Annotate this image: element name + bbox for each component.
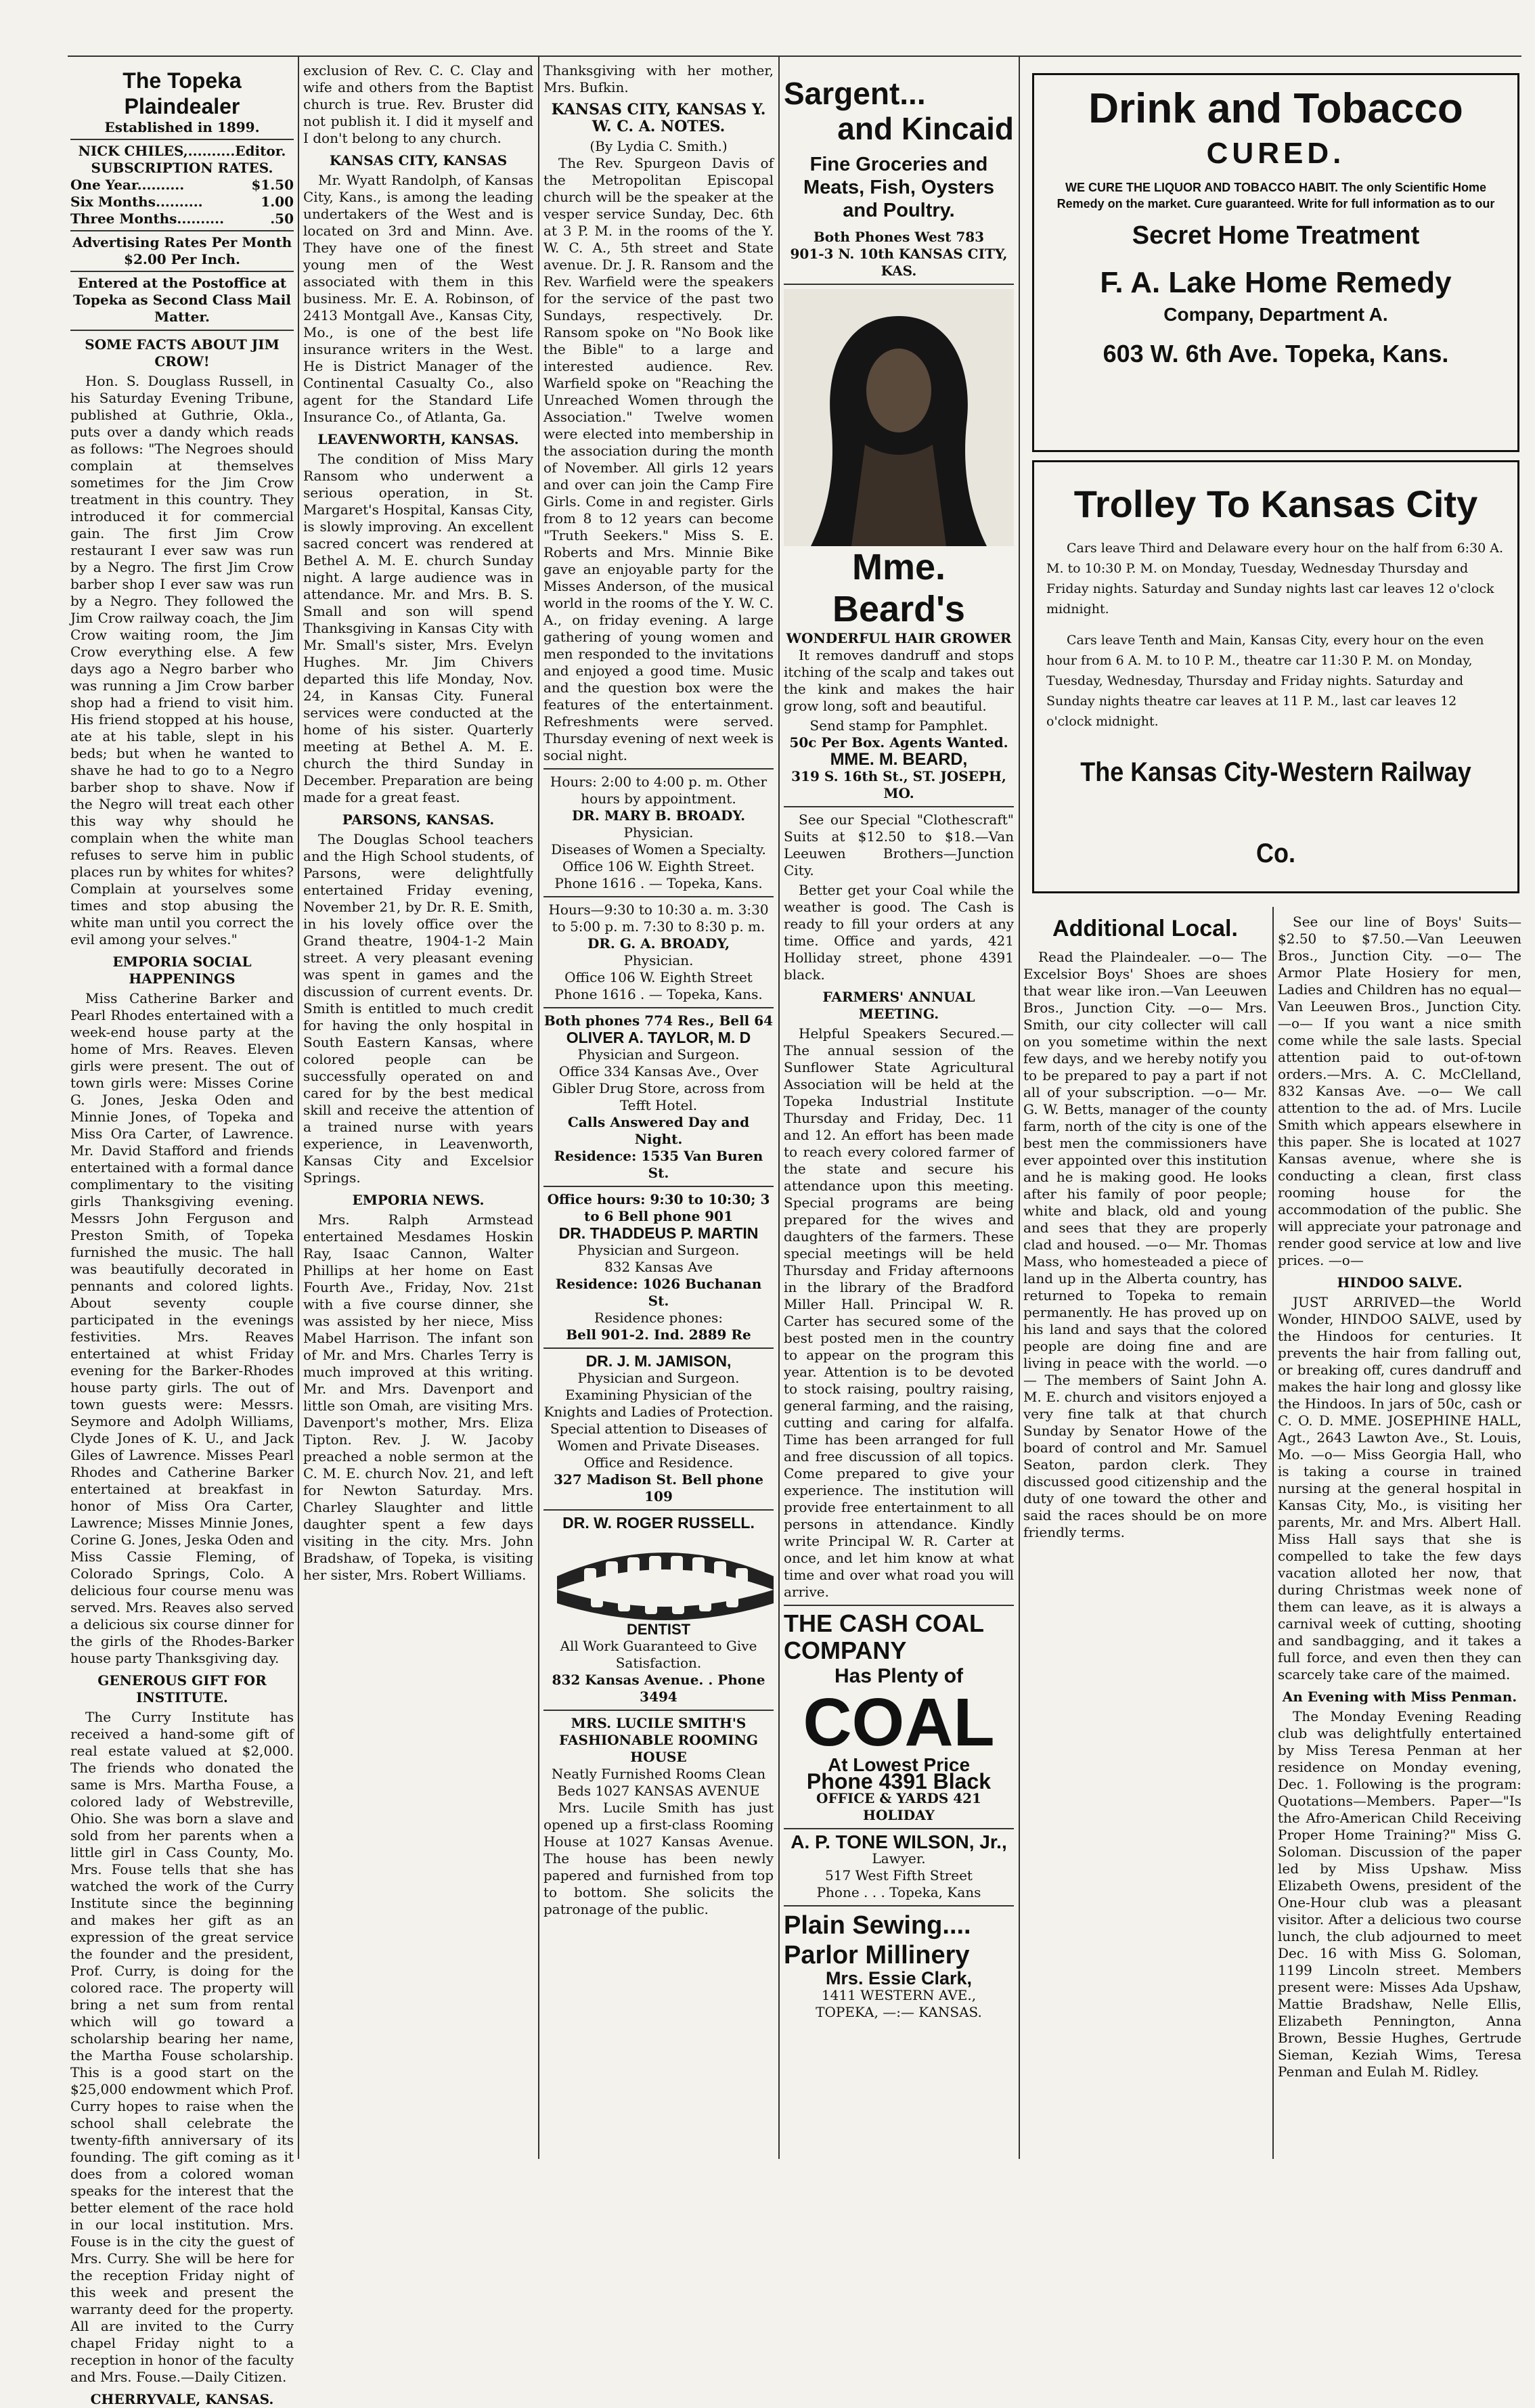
railway-name: The Kansas City-Western Railway Co. <box>1080 757 1471 868</box>
rates-divider <box>70 230 294 231</box>
cash-coal-office: OFFICE & YARDS 421 HOLIDAY <box>816 1790 981 1823</box>
ad-divider <box>543 1186 774 1187</box>
jamison-address: 327 Madison St. Bell phone 109 <box>553 1471 764 1504</box>
hindoo-salve-headline: HINDOO SALVE. <box>1337 1274 1463 1291</box>
broady2-role: Physician. <box>623 952 694 968</box>
cash-coal-title: THE CASH COAL <box>784 1609 984 1637</box>
broady2-phone: Phone 1616 . — Topeka, Kans. <box>554 986 763 1002</box>
rate-price: .50 <box>270 210 294 227</box>
ad-divider <box>784 284 1014 285</box>
col3-intro: Thanksgiving with her mother, Mrs. Bufkin. <box>543 62 774 95</box>
advertising-rates: Advertising Rates Per Month $2.00 Per Inch. <box>72 234 292 267</box>
cash-coal-phone: Phone 4391 Black <box>806 1769 992 1793</box>
broady2-office: Office 106 W. Eighth Street <box>564 969 753 985</box>
hindoo-salve-article: JUST ARRIVED—the World Wonder, HINDOO SALVE, used by the Hindoos for centuries. It prevents the hair from falling out, or breaking off, cures dandruff and makes the hair long and glossy like the Hindoos. In jars of 50c, cash or C. O. D. MME. JOSEPHINE HALL, Agt., 2643 Lawton Ave., St. Louis, Mo. —o— Miss Georgia Hall, who is taking a course in trained nursing at the general hospital in Kansas City, Mo., is visiting her parents, Mr. and Mrs. Albert Hall. Miss Hall says that she is compelled to take the few days vacation alloted her now, that during Christmas week none of them can leave, as it is always a carnival week of cutting, shooting and sandbagging, and it takes a full force, and even then they can scarcely take care of the maimed. <box>1278 1294 1521 1682</box>
rate-label: Six Months.......... <box>70 194 203 210</box>
broady-hours: Hours: 2:00 to 4:00 p. m. Other hours by appointment. <box>550 774 768 807</box>
beard-name: MME. M. BEARD, <box>830 750 968 769</box>
russell-text: All Work Guaranteed to Give Satisfaction. <box>560 1638 757 1671</box>
tone-address: 517 West Fifth Street <box>825 1867 973 1883</box>
clark-city: TOPEKA, —:— KANSAS. <box>816 2004 982 2020</box>
emporia-social-article: Miss Catherine Barker and Pearl Rhodes entertained with a week-end house party at the home of Mrs. Reaves. Eleven girls were present. The out of town girls were: Misses Corine G. Jones, Jeska Oden and Minnie Jones, of Topeka and Miss Ora Carter, of Lawrence. Mr. David Stafford and friends entertained with a formal dance complimentary to the visiting girls Thanksgiving evening. Messrs John Ferguson and Preston Smith, of Topeka furnished the music. The hall was beautifully decorated in pennants and colored lights. About seventy couple participated in the evenings festivities. Mrs. Reaves entertained at whist Friday evening for the Barker-Rhodes house party girls. The out of town guests were: Messrs. Seymore and Adolph Williams, Clyde Jones of K. U., and Jack Giles of Lawrence. Misses Pearl Rhodes and Catherine Barker entertained at breakfast in honor of Miss Ora Carter, Lawrence; Misses Minnie Jones, Corine G. Jones, Jeska Oden and Miss Cassie Fleming, of Colorado Springs, Colo. A delicious four course menu was served. Mrs. Reaves also served a delicious six course dinner for the girls of the Rhodes-Barker house party Thanksgiving day. <box>70 990 294 1666</box>
gift-headline: GENEROUS GIFT FOR INSTITUTE. <box>97 1672 267 1705</box>
column-1 <box>70 68 294 2407</box>
parlor-millinery: Parlor Millinery <box>784 1941 970 1969</box>
farmers-headline: FARMERS' ANNUAL MEETING. <box>822 989 975 1022</box>
broady1-role: Physician. <box>623 824 694 841</box>
rate-label: One Year.......... <box>70 177 185 193</box>
top-rule <box>68 55 1521 57</box>
beard-title: Mme. Beard's <box>832 547 965 629</box>
column-3 <box>543 62 774 2160</box>
beard-subtitle: WONDERFUL HAIR GROWER <box>786 630 1012 646</box>
russell-role: DENTIST <box>626 1621 691 1638</box>
trolley-text-1: Cars leave Third and Delaware every hour on the half from 6:30 A. M. to 10:30 P. M. on Monday, Tuesday, Wednesday Thursday and Friday nights. Saturday and Sunday nights last car leaves 12 o'clock midnight. <box>1046 541 1504 617</box>
ad-divider <box>784 806 1014 807</box>
ad-divider <box>543 1509 774 1511</box>
clark-name: Mrs. Essie Clark, <box>825 1968 973 1988</box>
additional-local-article: Read the Plaindealer. —o— The Excelsior Boys' Shoes are shoes that wear like iron.—Van Leeuwen Bros., Junction City. —o— Mrs. Smith, our city collecter will call on you sometime within the next few days, and we hereby notify you to be prepared to pay a part if not all of your subscription. —o— Mr. G. W. Betts, manager of the county farm, north of the city is one of the best men the commissioners have ever appointed over this institution and he is making good. He looks after his family of poor people; white and black, old and young and sees that they are properly clad and housed. —o— Mr. Thomas Mass, who homesteaded a piece of land up in the Alberta country, has returned to Topeka to remain permanently. He has proved up on his land and says that the colored people are doing fine and are living in peace with the world. —o— The members of Saint John A. M. E. church and visitors enjoyed a very fine talk at that church Sunday by Senator Howe of the board of control and Mr. Samuel Seaton, pardon clerk. They discussed good citizenship and the duty of one toward the other and said the races should be on more friendly terms. <box>1023 949 1267 1540</box>
drink-cured: CURED. <box>1206 137 1345 170</box>
martin-phones-label: Residence phones: <box>594 1310 723 1326</box>
russell-address: 832 Kansas Avenue. . Phone 3494 <box>552 1672 765 1705</box>
martin-address: 832 Kansas Ave <box>604 1259 713 1275</box>
suits-notice: See our Special "Clothescraft" Suits at $12.50 to $18.—Van Leeuwen Brothers—Junction City. <box>784 811 1014 878</box>
rate-price: 1.00 <box>261 194 294 210</box>
column-rule-4 <box>1019 55 1020 2159</box>
ywca-byline: (By Lydia C. Smith.) <box>589 138 728 154</box>
ad-divider <box>784 1905 1014 1907</box>
smith-head: FASHIONABLE ROOMING HOUSE <box>559 1732 758 1765</box>
advertising-divider <box>70 271 294 272</box>
leavenworth-headline: LEAVENWORTH, KANSAS. <box>317 431 519 447</box>
ad-divider <box>543 1347 774 1349</box>
martin-bell: Bell 901-2. Ind. 2889 Re <box>566 1326 751 1343</box>
martin-role: Physician and Surgeon. <box>577 1242 740 1258</box>
subscription-heading: SUBSCRIPTION RATES. <box>91 160 273 176</box>
rate-row <box>70 210 294 227</box>
masthead-established: Established in 1899. <box>104 119 260 135</box>
sargent-title-2: and Kincaid <box>837 111 1014 146</box>
smith-name: MRS. LUCILE SMITH'S <box>571 1715 747 1731</box>
additional-local-headline: Additional Local. <box>1052 916 1238 941</box>
emporia-news-headline: EMPORIA NEWS. <box>352 1192 485 1208</box>
drink-tobacco-ad <box>1032 73 1519 452</box>
parsons-article: The Douglas School teachers and the High School students, of Parsons, were delightfully entertained Friday evening, November 21, by Dr. R. E. Smith, in his lovely office over the Grand theatre, 1904-1-2 Main street. A very pleasant evening was spent in games and the discussion of current events. Dr. Smith is entitled to much credit for having the only hospital in South Eastern Kansas, where colored people can be successfully operated on and cared for by the best medical skill and receive the attention of a trained nurse with years experience, in Leavenworth, Kansas City and Excelsior Springs. <box>303 831 533 1186</box>
ad-divider <box>543 896 774 897</box>
plain-sewing: Plain Sewing.... <box>784 1911 971 1940</box>
jamison-role: Physician and Surgeon. <box>577 1370 740 1386</box>
sargent-address: 901-3 N. 10th KANSAS CITY, KAS. <box>790 246 1008 279</box>
taylor-name: OLIVER A. TAYLOR, M. D <box>566 1029 751 1046</box>
taylor-address: Office 334 Kansas Ave., Over Gibler Drug Store, across from Tefft Hotel. <box>552 1063 765 1113</box>
penman-headline: An Evening with Miss Penman. <box>1282 1689 1517 1705</box>
martin-residence: Residence: 1026 Buchanan St. <box>555 1276 762 1309</box>
entered-notice: Entered at the Postoffice at Topeka as Second Class Mail Matter. <box>72 275 292 325</box>
col2-intro: exclusion of Rev. C. C. Clay and wife and others from the Baptist church is true. Rev. Bruster did not publish it. I did it myself and I don't belong to any church. <box>303 62 533 146</box>
jamison-text: Examining Physician of the Knights and Ladies of Protection. Special attention to Diseases of Women and Private Diseases. Office and Residence. <box>543 1387 774 1471</box>
masthead-title: The Topeka Plaindealer <box>123 68 242 118</box>
emporia-news-article: Mrs. Ralph Armstead entertained Mesdames Hoskin Ray, Isaac Cannon, Walter Phillips at her home on East Fourth Ave., Friday, Nov. 21st with a five course dinner, she was assisted by her niece, Miss Mabel Harrison. The infant son of Mr. and Mrs. Charles Terry is much improved at this writing. Mr. and Mrs. Davenport and little son Omah, are visiting Mrs. Davenport's mother, Mrs. Eliza Tipton. Rev. J. W. Jacoby preached a noble sermon at the C. M. E. church Nov. 21, and left for Newton Saturday. Mrs. Charley Slaughter and little daughter spent a few days visiting in the city. Mrs. John Bradshaw, of Topeka, is visiting her sister, Mrs. Robert Williams. <box>303 1211 533 1583</box>
sargent-subtitle: Fine Groceries and Meats, Fish, Oysters and Poultry. <box>803 154 995 221</box>
tone-phone: Phone . . . Topeka, Kans <box>816 1884 981 1900</box>
rate-price: $1.50 <box>251 177 294 193</box>
taylor-role: Physician and Surgeon. <box>577 1046 740 1063</box>
portrait-illustration <box>784 289 1014 546</box>
jimcrow-headline: SOME FACTS ABOUT JIM CROW! <box>85 336 280 370</box>
column-rule-3 <box>778 55 780 2159</box>
beard-price: 50c Per Box. Agents Wanted. <box>789 734 1008 751</box>
rate-row <box>70 177 294 194</box>
taylor-phones: Both phones 774 Res., Bell 64 <box>543 1012 774 1029</box>
cash-coal-word: COAL <box>803 1685 995 1760</box>
ad-divider <box>543 768 774 770</box>
sargent-title: Sargent... <box>784 76 926 111</box>
taylor-calls: Calls Answered Day and Night. <box>567 1114 750 1147</box>
column-rule-2 <box>538 55 539 2159</box>
kansas-city-article: Mr. Wyatt Randolph, of Kansas City, Kans., is among the leading undertakers of the West and is located on 3rd and Minn. Ave. They have one of the finest young men of the West associated with them in this business. Mr. E. A. Robinson, of 2413 Montgall Ave., Kansas City, Mo., is one of the best life insurance writers in the West. He is District Manager of the Continental Casualty Co., also agent for the Standard Life Insurance Co., of Atlanta, Ga. <box>303 172 533 425</box>
ad-divider <box>784 1828 1014 1829</box>
cash-coal-plenty: Has Plenty of <box>834 1665 964 1687</box>
masthead-editor: NICK CHILES,..........Editor. <box>78 143 286 159</box>
cash-coal-company: COMPANY <box>784 1636 907 1664</box>
penman-article: The Monday Evening Reading club was delightfully entertained by Miss Teresa Penman at her residence on Monday evening, Dec. 1. Following is the program: Quotations—Members. Paper—"Is the Afro-American Child Receiving Proper Home Training?" Miss G. Soloman. Discussion of the paper led by Miss Upshaw. Miss Elizabeth Owens, president of the One-Hour club was a pleasant visitor. After a delicious two course lunch, the club adjourned to meet Dec. 16 with Miss G. Soloman, 1199 Lincoln street. Members present were: Misses Ada Upshaw, Mattie Bradshaw, Nelle Ellis, Elizabeth Pennington, Anna Brown, Bessie Hughes, Gertrude Sieman, Keziah Wims, Teresa Penman and Eulah M. Ridley. <box>1278 1708 1521 2080</box>
parsons-headline: PARSONS, KANSAS. <box>342 811 495 828</box>
column-5 <box>1023 914 1267 2159</box>
broady1-office: Office 106 W. Eighth Street. <box>562 858 755 874</box>
clark-address: 1411 WESTERN AVE., <box>821 1987 977 2003</box>
beard-pamphlet: Send stamp for Pamphlet. <box>809 717 988 734</box>
martin-name: DR. THADDEUS P. MARTIN <box>558 1224 759 1242</box>
ywca-article: The Rev. Spurgeon Davis of the Metropolitan Episcopal church will be the speaker at the vesper service Sunday, Dec. 6th at 3 P. M. in the rooms of the Y. W. C. A., 5th street and State avenue. Dr. J. R. Ransom and the Rev. Warfield were the speakers for the service of the past two Sundays, respectively. Dr. Ransom spoke on "No Book like the Bible" to a large and interested audience. Rev. Warfield spoke on "Reaching the Unreached Women through the Association." Twelve women were elected into membership in the association during the month of November. All girls 12 years and over can join the Camp Fire Girls. Come in and register. Girls from 8 to 12 years can become "Truth Seekers." Miss S. E. Roberts and Mrs. Minnie Bike gave an enjoyable party for the Misses Anderson, of the musical world in the rooms of the Y. W. C. A., on friday evening. A large gathering of young women and men responded to the invitations and enjoyed a good time. Music and the question box were the features of the entertainment. Refreshments were served. Thursday evening of next week is social night. <box>543 155 774 763</box>
sargent-phone: Both Phones West 783 <box>813 229 985 245</box>
gift-article: The Curry Institute has received a hand-some gift of real estate valued at $2,000. The friends who donated the same is Mrs. Martha Fouse, a colored lady of Webstreville, Ohio. She was born a slave and sold from her parents when a little girl in Cass County, Mo. Mrs. Fouse tells that she has watched the work of the Curry Institute since the beginning and makes her gift as an expression of the great service the founder and the president, Prof. Curry, is doing for the colored race. The property will bring a net sum from rental which will go toward a scholarship bearing her name, the Martha Fouse scholarship. This is a good start on the $25,000 endowment which Prof. Curry hopes to raise when the school shall celebrate the twenty-fifth anniversary of its founding. The gift coming as it does from a colored woman speaks for the interest that the better element of the race hold in our local institution. Mrs. Fouse is in the city the guest of Mrs. Curry. She will be here for the reception Friday night of this week and present the warranty deed for the property. All are invited to the Curry chapel Friday night to a reception in honor of the faculty and Mrs. Fouse.—Daily Citizen. <box>70 1709 294 2385</box>
cherryvale-headline: CHERRYVALE, KANSAS. <box>90 2391 274 2407</box>
jimcrow-article: Hon. S. Douglass Russell, in his Saturday Evening Tribune, published at Guthrie, Okla., puts over a dandy which reads as follows: "The Negroes should complain at themselves sometimes for the Jim Crow treatment in this country. They introduced it for commercial gain. The first Jim Crow restaurant I ever saw was run by a Negro. The first Jim Crow barber shop I ever saw was run by a Negro. They followed the Jim Crow railway coach, the Jim Crow waiting room, the Jim Crow everything else. A few days ago a Negro barber who was running a Jim Crow barber shop had a friend to visit him. His friend stopped at his house, ate at his table, slept in his beds; but when he wanted to shave he had to go to a Negro barber shop to shave. Now if the Negro will treat each other this way why should he complain when the white man refuses to serve him in public places run by whites for whites? Complain at yourselves some times and stop abusing the white man until you correct the evil among your selves." <box>70 373 294 947</box>
ad-divider <box>543 1710 774 1711</box>
broady1-name: DR. MARY B. BROADY. <box>571 807 746 824</box>
column-4 <box>784 76 1014 2160</box>
farmers-article: Helpful Speakers Secured.—The annual session of the Sunflower State Agricultural Association will be held at the Topeka Industrial Institute Thursday and Friday, Dec. 11 and 12. An effort has been made to reach every colored farmer of the state and secure his attendance upon this meeting. Special programs are being prepared for the wives and daughters of the farmers. These special meetings will be held Thursday and Friday afternoons in the library of the Bradford Miller Hall. Principal W. R. Carter has secured some of the best posted men in the country to appear on the program this year. Attention is to be devoted to stock raising, poultry raising, general farming, and the raising, cutting and caring for alfalfa. Time has been arranged for full and free discussion of all topics. Come prepared to give your experience. The institution will provide free entertainment to all persons in attendance. Kindly write Principal W. R. Carter at once, and let him know at what time and over what road you will arrive. <box>784 1025 1014 1600</box>
rate-row <box>70 194 294 210</box>
drink-company: F. A. Lake Home Remedy <box>1100 266 1452 299</box>
drink-dept: Company, Department A. <box>1163 304 1388 325</box>
rates-list <box>70 177 294 227</box>
trolley-title: Trolley To Kansas City <box>1073 483 1478 525</box>
drink-title: Drink and Tobacco <box>1088 85 1463 132</box>
trolley-text-2: Cars leave Tenth and Main, Kansas City, every hour on the even hour from 6 A. M. to 10 P. M., theatre car 11:30 P. M. on Monday, Tuesday, Wednesday, Thursday and Friday nights. Saturday and Sunday nights theatre car leaves at 11 P. M., last car leaves 12 o'clock midnight. <box>1046 633 1484 729</box>
column-rule-5 <box>1272 907 1274 2159</box>
masthead-bottom-rule <box>70 330 294 331</box>
jamison-name: DR. J. M. JAMISON, <box>585 1352 732 1370</box>
dentures-illustration <box>543 1536 787 1617</box>
taylor-residence: Residence: 1535 Van Buren St. <box>554 1148 763 1181</box>
masthead-divider <box>70 139 294 140</box>
column-6 <box>1278 914 1521 2159</box>
broady2-name: DR. G. A. BROADY, <box>587 935 730 952</box>
smith-text: Neatly Furnished Rooms Clean Beds 1027 KANSAS AVENUE <box>551 1766 766 1799</box>
cash-coal-price: At Lowest Price <box>827 1754 971 1775</box>
tone-name: A. P. TONE WILSON, Jr., <box>791 1831 1007 1852</box>
tone-role: Lawyer. <box>872 1850 926 1867</box>
column-2 <box>303 62 533 2160</box>
rate-label: Three Months.......... <box>70 210 225 227</box>
column-rule-1 <box>298 55 299 2159</box>
column-6-notices: See our line of Boys' Suits—$2.50 to $7.50.—Van Leeuwen Bros., Junction City. —o— The Armor Plate Hosiery for men, Ladies and Children has no equal—Van Leeuwen Bros., Junction City. —o— If you want a nice smith come while the sale lasts. Special attention paid to out-of-town orders.—Mrs. A. C. McClelland, 832 Kansas Ave. —o— We call attention to the ad. of Mrs. Lucile Smith which appears elsewhere in this paper. She is located at 1027 Kansas avenue, where she is conducting a clean, first class rooming house for the accommodation of the public. She will appreciate your patronage and render good service at low and live prices. —o— <box>1278 914 1521 1268</box>
broady1-specialty: Diseases of Women a Specialty. <box>551 841 766 857</box>
drink-secret: Secret Home Treatment <box>1132 221 1420 250</box>
emporia-social-headline: EMPORIA SOCIAL HAPPENINGS <box>112 954 252 987</box>
trolley-ad <box>1032 460 1519 893</box>
leavenworth-article: The condition of Miss Mary Ransom who underwent a serious operation, in St. Margaret's Hospital, Kansas City, is slowly improving. An excellent sacred concert was rendered at Bethel A. M. E. church Sunday night. A large audience was in attendance. Mr. and Mrs. B. S. Small and son will spend Thanksgiving in Kansas City with Mr. Small's sister, Mrs. Evelyn Hughes. Mr. Jim Chivers departed this life Monday, Nov. 24, in Kansas City. Funeral services were conducted at the home of his sister. Quarterly meeting at Bethel A. M. E. church the third Sunday in December. Preparation are being made for a great feast. <box>303 451 533 805</box>
beard-address: 319 S. 16th St., ST. JOSEPH, MO. <box>791 768 1006 801</box>
drink-text: WE CURE THE LIQUOR AND TOBACCO HABIT. The only Scientific Home Remedy on the market. Cure guaranteed. Write for full information as to our <box>1056 181 1495 210</box>
ad-divider <box>784 1605 1014 1606</box>
ywca-headline: KANSAS CITY, KANSAS Y. W. C. A. NOTES. <box>551 101 766 135</box>
drink-address: 603 W. 6th Ave. Topeka, Kans. <box>1103 340 1449 367</box>
smith-notice: Mrs. Lucile Smith has just opened up a first-class Rooming House at 1027 Kansas Avenue. The house has been newly papered and furnished from top to bottom. She solicits the patronage of the public. <box>543 1800 774 1917</box>
martin-hours: Office hours: 9:30 to 10:30; 3 to 6 Bell phone 901 <box>547 1191 770 1224</box>
kansas-city-headline: KANSAS CITY, KANSAS <box>329 152 508 169</box>
broady2-hours: Hours—9:30 to 10:30 a. m. 3:30 to 5:00 p. m. 7:30 to 8:30 p. m. <box>548 901 769 935</box>
ad-divider <box>543 1007 774 1008</box>
coal-notice: Better get your Coal while the weather is good. The Cash is ready to fill your orders at any time. Office and yards, 421 Holliday street, phone 4391 black. <box>784 882 1014 983</box>
russell-name: DR. W. ROGER RUSSELL. <box>562 1514 755 1532</box>
beard-text: It removes dandruff and stops itching of the scalp and takes out the kink and makes the hair grow long, soft and beautiful. <box>784 647 1014 714</box>
broady1-phone: Phone 1616 . — Topeka, Kans. <box>554 875 763 891</box>
